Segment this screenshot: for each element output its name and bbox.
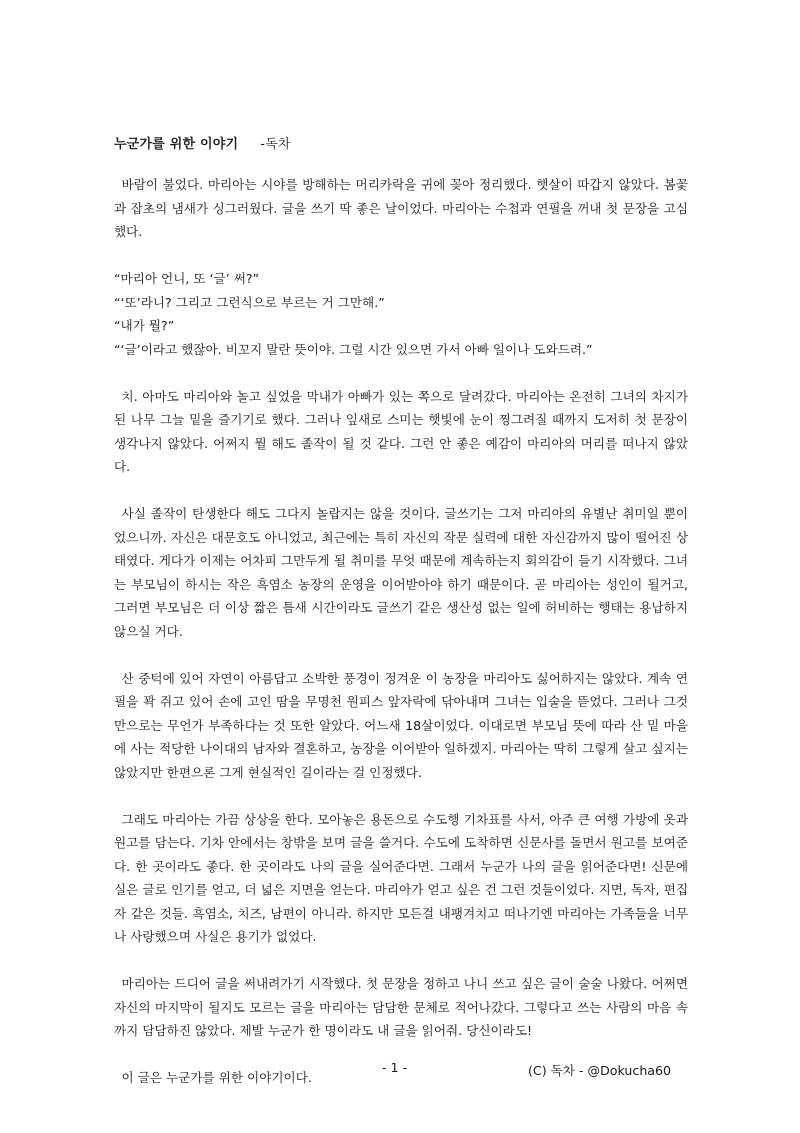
paragraph-4: 산 중턱에 있어 자연이 아름답고 소박한 풍경이 정겨운 이 농장을 마리아도 싫어하지는 않았다. 계속 연필을 꽉 쥐고 있어 손에 고인 땀을 무명천 원피스 앞자락에 닦아내며 그녀는 입술을 뜯었다. 그러나 그것만으로는 무언가 부족하다는 것 또한 알았다. 어느새 18살이었다. 이대로면 부모님 뜻에 따라 산 밑 마을에 사는 적당한 나이대의 남자와 결혼하고, 농장을 이어받아 일하겠지. 마리아는 딱히 그렇게 살고 싶지는 않았지만 한편으론 그게 현실적인 길이라는 걸 인정했다.: [114, 670, 688, 780]
title-row: [114, 133, 291, 152]
copyright-credit: (C) 독차 - @Dokucha60: [528, 1063, 672, 1078]
dialogue-line: “마리아 언니, 또 ‘글’ 써?”: [114, 271, 260, 286]
paragraph-6: 마리아는 드디어 글을 써내려가기 시작했다. 첫 문장을 정하고 나니 쓰고 싶은 글이 술술 나왔다. 어쩌면 자신의 마지막이 될지도 모르는 글을 마리아는 담담한 문체로 적어나갔다. 그렇다고 쓰는 사람의 마음 속까지 담담하진 않았다. 제발 누군가 한 명이라도 내 글을 읽어줘. 당신이라도!: [114, 976, 688, 1038]
story-title: 누군가를 위한 이야기: [114, 137, 239, 152]
dialogue-line: “내가 뭘?”: [114, 318, 175, 333]
dialogue-line: “‘또’라니? 그리고 그런식으로 부르는 거 그만해.”: [114, 294, 385, 310]
story-body: [114, 173, 688, 1090]
page-number: - 1 -: [382, 1060, 408, 1075]
paragraph-7: 이 글은 누군가를 위한 이야기이다.: [121, 1070, 312, 1085]
dialogue-line: “‘글’이라고 했잖아. 비꼬지 말란 뜻이야. 그럴 시간 있으면 가서 아빠 일이나 도와드려.”: [114, 341, 593, 357]
paragraph-3: 사실 졸작이 탄생한다 해도 그다지 놀랍지는 않을 것이다. 글쓰기는 그저 마리아의 유별난 취미일 뿐이었으니까. 자신은 대문호도 아니었고, 최근에는 특히 자신의 작문 실력에 대한 자신감까지 많이 떨어진 상태였다. 게다가 이제는 어차피 그만두게 될 취미를 무엇 때문에 계속하는지 회의감이 들기 시작했다. 그녀는 부모님이 하시는 작은 흑염소 농장의 운영을 이어받아야 하기 때문이다. 곧 마리아는 성인이 될거고, 그러면 부모님은 더 이상 짧은 틈새 시간이라도 글쓰기 같은 생산성 없는 일에 허비하는 행태는 용납하지 않으실 거다.: [114, 506, 688, 639]
author-byline: -독차: [260, 137, 291, 152]
dialogue-block: [114, 267, 688, 361]
paragraph-5: 그래도 마리아는 가끔 상상을 한다. 모아놓은 용돈으로 수도행 기차표를 사서, 아주 큰 여행 가방에 옷과 원고를 담는다. 기차 안에서는 창밖을 보며 글을 쓸거다. 수도에 도착하면 신문사를 돌면서 원고를 보여준다. 한 곳이라도 좋다. 한 곳이라도 나의 글을 실어준다면. 그래서 누군가 나의 글을 읽어준다면! 신문에 실은 글로 인기를 얻고, 더 넓은 지면을 얻는다. 마리아가 얻고 싶은 건 그런 것들이었다. 지면, 독자, 편집자 같은 것들. 흑염소, 치즈, 남편이 아니라. 하지만 모든걸 내팽겨치고 떠나기엔 마리아는 가족들을 너무나 사랑했으며 사실은 용기가 없었다.: [114, 811, 688, 944]
paragraph-1: 바람이 불었다. 마리아는 시야를 방해하는 머리카락을 귀에 꽂아 정리했다. 햇살이 따갑지 않았다. 봄꽃과 잡초의 냄새가 싱그러웠다. 글을 쓰기 딱 좋은 날이었다. 마리아는 수첩과 연필을 꺼내 첫 문장을 고심했다.: [114, 177, 688, 239]
paragraph-2: 치. 아마도 마리아와 놀고 싶었을 막내가 아빠가 있는 쪽으로 달려갔다. 마리아는 온전히 그녀의 차지가 된 나무 그늘 밑을 즐기기로 했다. 그러나 잎새로 스미는 햇빛에 눈이 찡그려질 때까지 도저히 첫 문장이 생각나지 않았다. 어쩌지 뭘 해도 졸작이 될 것 같다. 그런 안 좋은 예감이 마리아의 머리를 떠나지 않았다.: [114, 388, 688, 474]
